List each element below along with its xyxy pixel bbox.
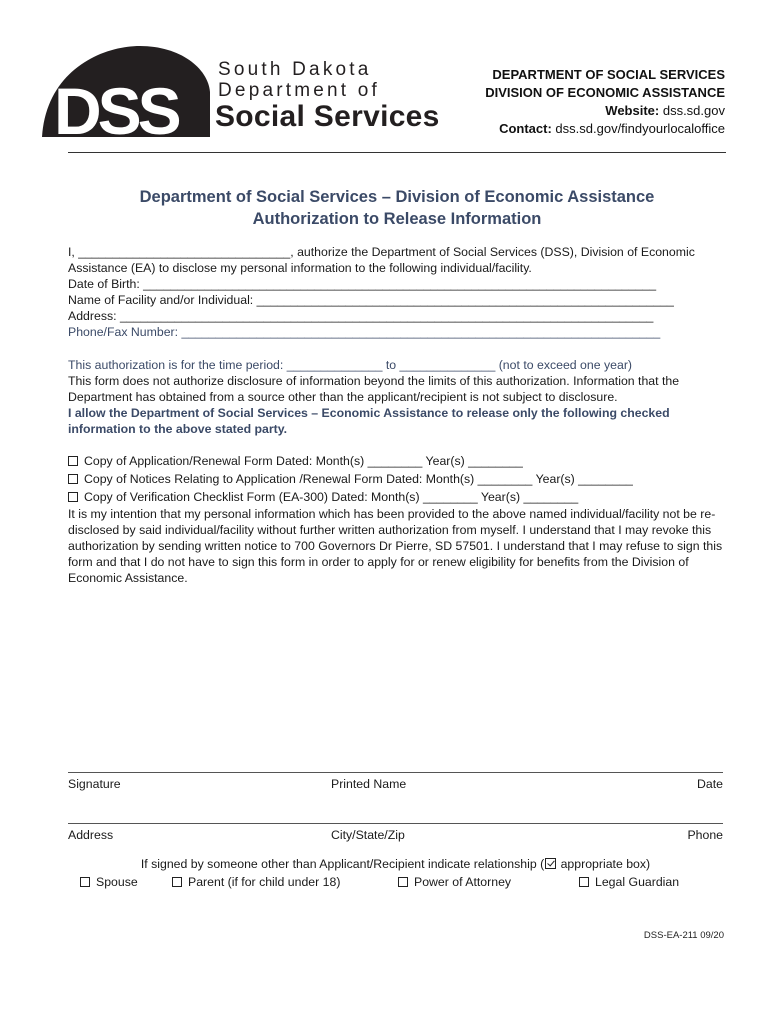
checkbox[interactable] (398, 877, 408, 887)
signature-labels (68, 777, 723, 795)
check-item-label: Copy of Verification Checklist Form (EA-300) Dated: Month(s) ________ Year(s) ________ (84, 490, 579, 504)
city-state-zip-label: City/State/Zip (331, 828, 405, 842)
contact-line (485, 120, 725, 138)
relationship-prompt-suffix: appropriate box) (557, 857, 651, 871)
website-line (485, 102, 725, 120)
intro-statement[interactable]: I, _______________________________, authorize the Department of Social Services (DSS), Division of Economic Assistance (EA) to disclose my personal information to the following individual/facility. (68, 245, 695, 275)
checkbox[interactable] (68, 492, 78, 502)
option-parent[interactable] (172, 873, 340, 891)
date-label: Date (697, 777, 723, 791)
form-title-line1: Department of Social Services – Division of Economic Assistance (139, 188, 655, 206)
option-power-of-attorney[interactable] (398, 873, 511, 891)
option-spouse[interactable] (80, 873, 138, 891)
checked-box-icon (545, 858, 556, 869)
option-label: Spouse (96, 875, 138, 889)
phone-label: Phone (687, 828, 723, 842)
logo-letters: DSS (54, 74, 178, 142)
checkbox[interactable] (68, 456, 78, 466)
printed-name-label: Printed Name (331, 777, 407, 791)
checkbox[interactable] (172, 877, 182, 887)
check-item-verification[interactable] (68, 488, 723, 506)
intention-statement: It is my intention that my personal information which has been provided to the above named individual/facility not be re-disclosed by said individual/facility without further written authorization from myself. I understand that I may revoke this authorization by sending written notice to 700 Governors Dr Pierre, SD 57501. I understand that I may refuse to sign this form and that I do not have to sign this form in order to apply for or renew eligibility for benefits from the Division of Economic Assistance. (68, 507, 723, 585)
signature-line[interactable] (68, 772, 723, 773)
checkbox[interactable] (68, 474, 78, 484)
date-of-birth-field[interactable]: Date of Birth: ___________________________________________________________________________ (68, 277, 657, 291)
form-number: DSS-EA-211 09/20 (643, 930, 724, 941)
website-label: Website: (605, 103, 660, 118)
checkbox[interactable] (80, 877, 90, 887)
option-label: Power of Attorney (414, 875, 512, 889)
check-item-application[interactable] (68, 452, 723, 470)
contact-label: Contact: (499, 121, 552, 136)
signature-block (68, 772, 723, 846)
phone-fax-field[interactable]: Phone/Fax Number: ______________________________________________________________________ (68, 325, 661, 339)
dss-logo-mark (40, 42, 212, 142)
form-body (68, 244, 723, 586)
check-item-label: Copy of Notices Relating to Application /Renewal Form Dated: Month(s) ________ Year(s) ________ (84, 472, 633, 486)
option-legal-guardian[interactable] (579, 873, 679, 891)
check-item-notices[interactable] (68, 470, 723, 488)
facility-name-field[interactable]: Name of Facility and/or Individual: _____________________________________________________________ (68, 293, 674, 307)
logo-department-of: Department of (218, 80, 380, 101)
contact-block (485, 66, 725, 138)
form-title (68, 186, 726, 230)
logo-social-services: Social Services (215, 100, 440, 133)
logo-state-name: South Dakota (218, 59, 372, 80)
time-period-field[interactable]: This authorization is for the time period: ______________ to ______________ (not to exceed one year) (68, 358, 633, 372)
dss-logo (40, 42, 440, 142)
release-checklist (68, 452, 723, 506)
address-label: Address (68, 828, 114, 842)
website-link[interactable]: dss.sd.gov (662, 103, 725, 118)
address-labels (68, 828, 723, 846)
address-field[interactable]: Address: ______________________________________________________________________________ (68, 309, 654, 323)
division-heading: DIVISION OF ECONOMIC ASSISTANCE (485, 85, 725, 100)
form-title-line2: Authorization to Release Information (252, 210, 542, 228)
release-allowance-text: I allow the Department of Social Services – Economic Assistance to release only the following checked information to the above stated party. (68, 406, 670, 436)
relationship-prompt (68, 855, 723, 873)
option-label: Legal Guardian (595, 875, 680, 889)
relationship-options (68, 873, 723, 891)
relationship-prompt-text: If signed by someone other than Applicant/Recipient indicate relationship ( (140, 857, 545, 871)
checkbox[interactable] (579, 877, 589, 887)
signature-label: Signature (68, 777, 121, 791)
contact-link[interactable]: dss.sd.gov/findyourlocaloffice (555, 121, 725, 136)
check-item-label: Copy of Application/Renewal Form Dated: Month(s) ________ Year(s) ________ (84, 454, 523, 468)
disclaimer-text: This form does not authorize disclosure of information beyond the limits of this authorization. Information that the Department has obtained from a source other than the applicant/recipient is not subject to disclosure. (68, 374, 680, 404)
department-heading: DEPARTMENT OF SOCIAL SERVICES (492, 67, 725, 82)
address-line[interactable] (68, 823, 723, 824)
header-divider (68, 152, 726, 153)
relationship-section (68, 855, 723, 891)
option-label: Parent (if for child under 18) (188, 875, 341, 889)
